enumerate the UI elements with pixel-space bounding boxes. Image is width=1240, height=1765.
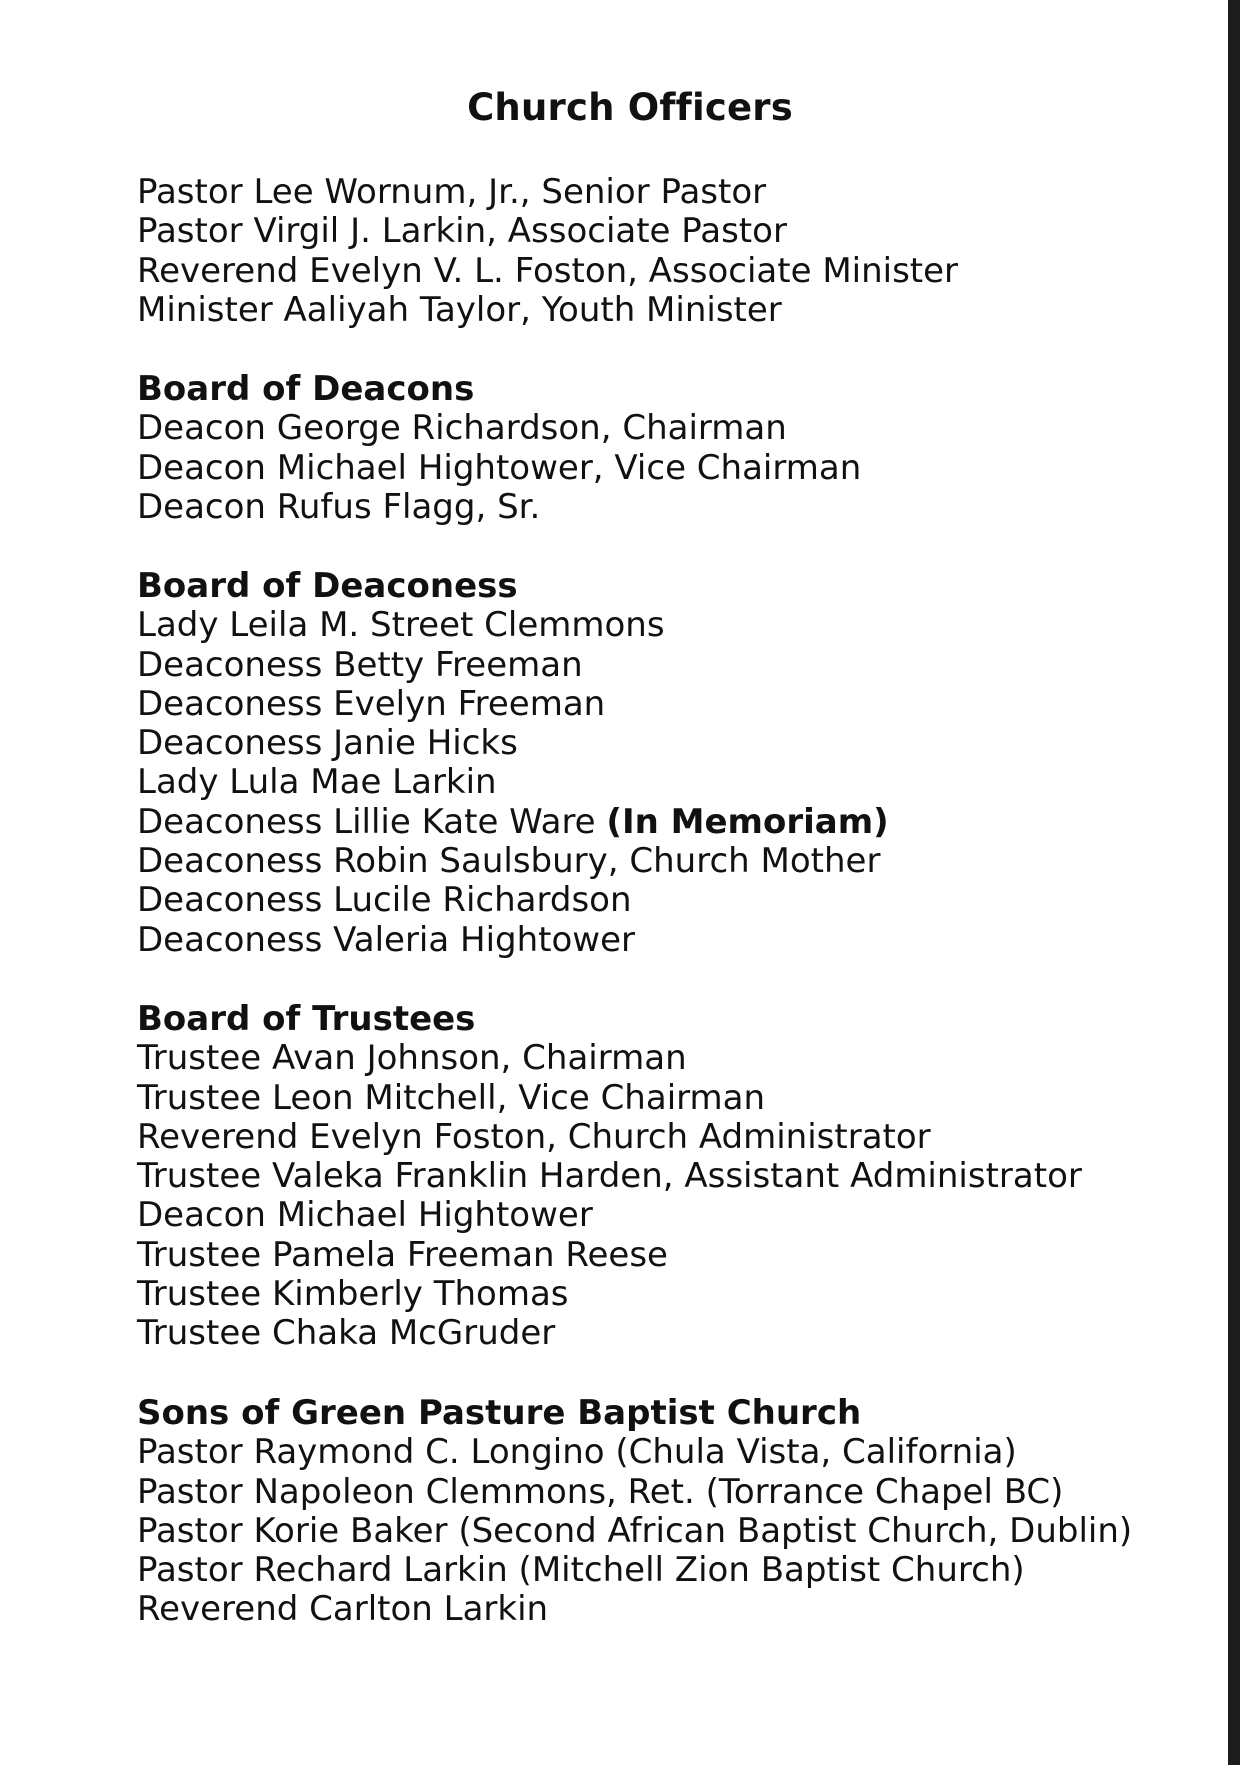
list-item: Trustee Pamela Freeman Reese <box>137 1234 668 1275</box>
list-item: Pastor Korie Baker (Second African Baptist Church, Dublin) <box>137 1510 1133 1551</box>
memoriam-note: (In Memoriam) <box>606 801 889 842</box>
list-item: Deaconess Lucile Richardson <box>137 880 632 921</box>
list-item: Reverend Evelyn Foston, Church Administrator <box>137 1116 931 1157</box>
list-item: Pastor Lee Wornum, Jr., Senior Pastor <box>137 172 767 212</box>
list-item: Trustee Valeka Franklin Harden, Assistant Administrator <box>137 1156 1082 1197</box>
list-item: Pastor Rechard Larkin (Mitchell Zion Baptist Church) <box>137 1550 1025 1591</box>
list-item: Reverend Evelyn V. L. Foston, Associate Minister <box>137 250 959 291</box>
list-item: Deacon Michael Hightower <box>137 1195 593 1236</box>
list-item: Deacon Michael Hightower, Vice Chairman <box>137 447 862 488</box>
section-heading: Sons of Green Pasture Baptist Church <box>137 1393 862 1433</box>
list-item: Deaconess Evelyn Freeman <box>137 683 606 724</box>
list-item: Trustee Avan Johnson, Chairman <box>137 1038 687 1079</box>
member-name: Deaconess Lillie Kate Ware <box>137 801 596 842</box>
list-item: Deacon George Richardson, Chairman <box>137 408 787 449</box>
page-title: Church Officers <box>467 86 793 129</box>
list-item: Trustee Chaka McGruder <box>137 1313 556 1354</box>
list-item: Deaconess Betty Freeman <box>137 644 583 685</box>
list-item: Pastor Virgil J. Larkin, Associate Pastor <box>137 211 787 252</box>
pastors-section <box>137 173 958 330</box>
list-item: Pastor Napoleon Clemmons, Ret. (Torrance Chapel BC) <box>137 1471 1064 1512</box>
list-item: Minister Aaliyah Taylor, Youth Minister <box>137 289 782 330</box>
list-item: Deaconess Robin Saulsbury, Church Mother <box>137 841 881 882</box>
section-heading: Board of Trustees <box>137 999 476 1039</box>
list-item: Deaconess Janie Hicks <box>137 723 518 764</box>
deacons-section <box>137 370 861 527</box>
list-item: Trustee Leon Mitchell, Vice Chairman <box>137 1077 766 1118</box>
trustees-section <box>137 1000 1082 1354</box>
list-item: Lady Leila M. Street Clemmons <box>137 605 665 646</box>
list-item: Reverend Carlton Larkin <box>137 1589 549 1630</box>
list-item: Deacon Rufus Flagg, Sr. <box>137 486 541 527</box>
page-edge-border <box>1228 0 1240 1765</box>
list-item <box>137 803 889 842</box>
deaconess-section <box>137 567 889 960</box>
section-heading: Board of Deacons <box>137 369 475 409</box>
list-item: Deaconess Valeria Hightower <box>137 919 635 960</box>
list-item: Trustee Kimberly Thomas <box>137 1274 569 1315</box>
list-item: Lady Lula Mae Larkin <box>137 762 497 803</box>
list-item: Pastor Raymond C. Longino (Chula Vista, California) <box>137 1432 1017 1473</box>
sons-section <box>137 1394 1132 1630</box>
section-heading: Board of Deaconess <box>137 566 518 606</box>
